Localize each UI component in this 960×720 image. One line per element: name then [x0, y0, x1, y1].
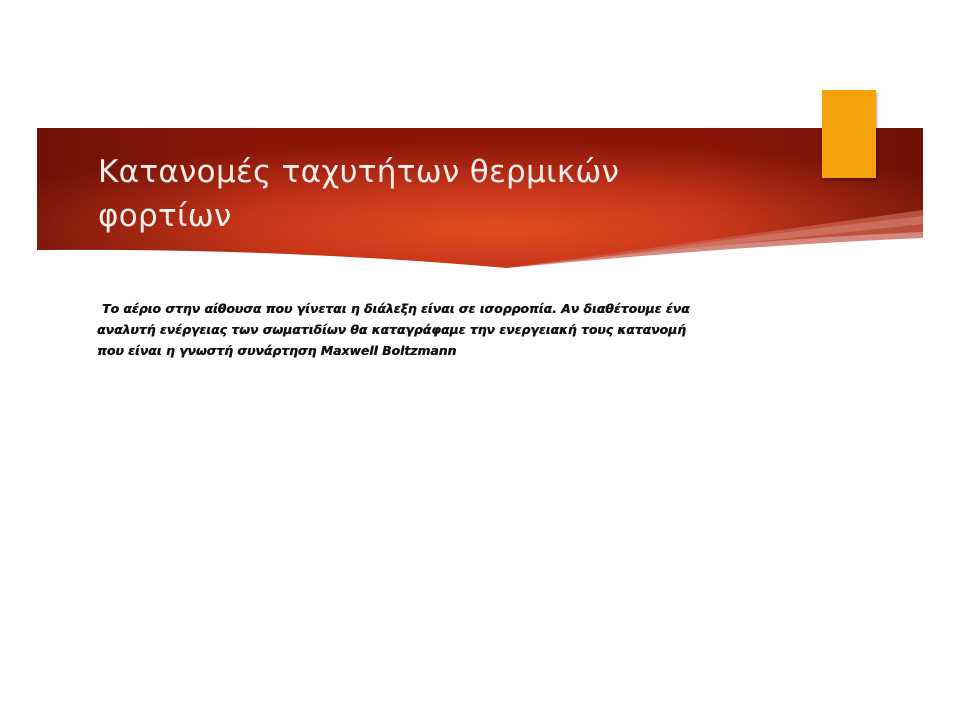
- body-paragraph: [97, 298, 767, 361]
- body-line-2: αναλυτή ενέργειας των σωματιδίων θα καταγράφαμε την ενεργειακή τους κατανομή: [97, 322, 686, 337]
- accent-block: [822, 90, 876, 178]
- body-line-3: που είναι η γνωστή συνάρτηση Maxwell Boltzmann: [97, 343, 457, 358]
- slide-title: [98, 150, 738, 238]
- slide-title-line-2: φορτίων: [98, 198, 232, 234]
- body-line-1: Το αέριο στην αίθουσα που γίνεται η διάλεξη είναι σε ισορροπία. Αν διαθέτουμε ένα: [102, 301, 690, 316]
- slide-title-line-1: Κατανομές ταχυτήτων θερμικών: [98, 154, 620, 190]
